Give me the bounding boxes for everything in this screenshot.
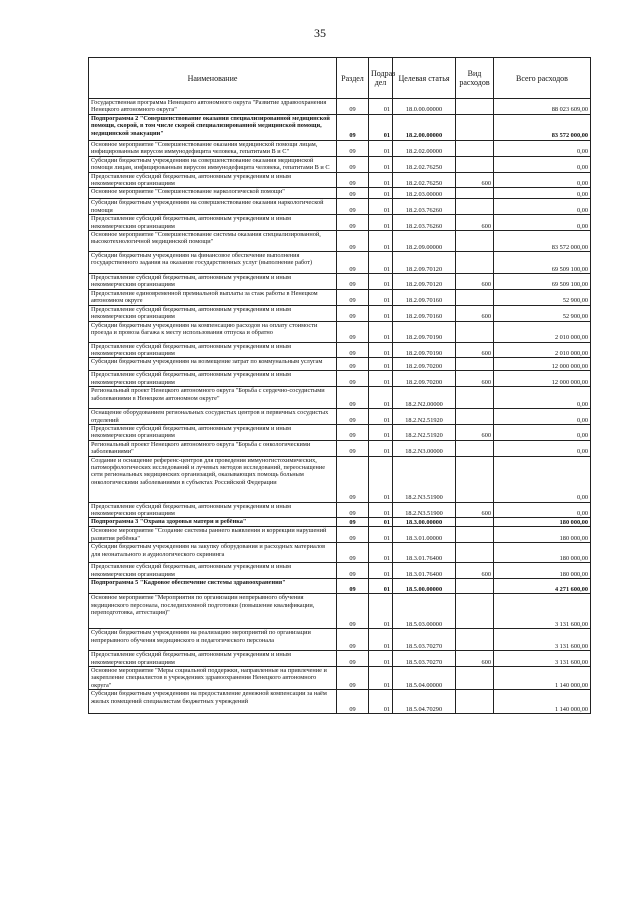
row-section: 09 (337, 188, 369, 199)
row-target: 18.2.N3.51900 (393, 502, 456, 518)
row-section: 09 (337, 321, 369, 342)
row-total: 3 131 600,00 (494, 629, 591, 651)
row-section: 09 (337, 274, 369, 290)
row-expense-type (456, 667, 494, 690)
row-expense-type (456, 456, 494, 502)
row-name: Предоставление субсидий бюджетным, автономным учреждениям и иным некоммерческим организациям (89, 424, 337, 440)
row-section: 09 (337, 199, 369, 215)
row-section: 09 (337, 651, 369, 667)
table-row (89, 342, 591, 358)
row-total: 180 000,00 (494, 518, 591, 527)
row-target: 18.2.03.76260 (393, 199, 456, 215)
row-subsection: 01 (369, 518, 393, 527)
row-section: 09 (337, 371, 369, 387)
row-name: Региональный проект Ненецкого автономного округа "Борьба с сердечно-сосудистыми заболеваниями в Ненецком автономном округе" (89, 387, 337, 409)
row-target: 18.0.00.00000 (393, 99, 456, 115)
row-total: 69 509 100,00 (494, 274, 591, 290)
table-row (89, 409, 591, 425)
row-target: 18.2.N2.51920 (393, 409, 456, 425)
row-subsection: 01 (369, 289, 393, 305)
row-total: 0,00 (494, 199, 591, 215)
row-subsection: 01 (369, 563, 393, 579)
table-row (89, 172, 591, 188)
row-subsection: 01 (369, 667, 393, 690)
row-expense-type: 600 (456, 274, 494, 290)
row-expense-type (456, 114, 494, 140)
row-total: 69 509 100,00 (494, 252, 591, 274)
row-total: 52 900,00 (494, 305, 591, 321)
row-name: Предоставление субсидий бюджетным, автономным учреждениям и иным некоммерческим организациям (89, 651, 337, 667)
row-total: 1 140 000,00 (494, 667, 591, 690)
row-total: 0,00 (494, 140, 591, 156)
row-name: Основное мероприятие "Мероприятия по организации непрерывного обучения медицинского персонала, последипломной подготовки (повышение квалификации, переподготовка, аттестация)" (89, 594, 337, 629)
row-total: 2 010 000,00 (494, 342, 591, 358)
row-target: 18.3.01.00000 (393, 527, 456, 543)
row-subsection: 01 (369, 172, 393, 188)
row-expense-type (456, 594, 494, 629)
row-subsection: 01 (369, 358, 393, 371)
row-section: 09 (337, 387, 369, 409)
row-target: 18.2.03.00000 (393, 188, 456, 199)
row-subsection: 01 (369, 409, 393, 425)
row-subsection: 01 (369, 215, 393, 231)
row-name: Предоставление субсидий бюджетным, автономным учреждениям и иным некоммерческим организациям (89, 502, 337, 518)
table-row (89, 502, 591, 518)
table-row (89, 321, 591, 342)
row-expense-type (456, 629, 494, 651)
row-name: Субсидии бюджетным учреждениям на совершенствование оказания медицинской помощи лицам, инфицированным вирусом иммунодефицита человека, гепатитами В и С (89, 156, 337, 172)
row-subsection: 01 (369, 231, 393, 252)
table-row (89, 667, 591, 690)
row-target: 18.2.00.00000 (393, 114, 456, 140)
table-row (89, 358, 591, 371)
row-name: Подпрограмма 2 "Совершенствование оказания специализированной медицинской помощи, скорой, в том числе скорой специализированной медицинской помощи, медицинской эвакуации" (89, 114, 337, 140)
header-section: Раздел (337, 58, 369, 99)
row-total: 180 000,00 (494, 527, 591, 543)
row-target: 18.2.02.76250 (393, 172, 456, 188)
row-section: 09 (337, 342, 369, 358)
row-section: 09 (337, 140, 369, 156)
row-subsection: 01 (369, 199, 393, 215)
row-total: 3 131 600,00 (494, 651, 591, 667)
row-subsection: 01 (369, 140, 393, 156)
row-expense-type: 600 (456, 342, 494, 358)
row-subsection: 01 (369, 371, 393, 387)
table-row (89, 456, 591, 502)
row-expense-type (456, 518, 494, 527)
table-row (89, 629, 591, 651)
table-row (89, 140, 591, 156)
table-row (89, 543, 591, 563)
row-name: Предоставление субсидий бюджетным, автономным учреждениям и иным некоммерческим организациям (89, 215, 337, 231)
row-subsection: 01 (369, 156, 393, 172)
header-target: Целевая статья (393, 58, 456, 99)
table-row (89, 594, 591, 629)
table-header-row (89, 58, 591, 99)
row-section: 09 (337, 231, 369, 252)
row-target: 18.2.02.00000 (393, 140, 456, 156)
row-subsection: 01 (369, 579, 393, 594)
row-subsection: 01 (369, 456, 393, 502)
row-name: Подпрограмма 5 "Кадровое обеспечение системы здравоохранения" (89, 579, 337, 594)
row-expense-type (456, 231, 494, 252)
row-name: Субсидии бюджетным учреждениям на предоставление денежной компенсации за наём жилых помещений специалистам бюджетных учреждений (89, 690, 337, 714)
row-target: 18.2.N2.00000 (393, 387, 456, 409)
row-name: Подпрограмма 3 "Охрана здоровья матери и ребёнка" (89, 518, 337, 527)
row-target: 18.2.09.70160 (393, 289, 456, 305)
row-total: 0,00 (494, 172, 591, 188)
row-name: Предоставление субсидий бюджетным, автономным учреждениям и иным некоммерческим организациям (89, 563, 337, 579)
row-section: 09 (337, 424, 369, 440)
row-expense-type (456, 140, 494, 156)
row-expense-type (456, 188, 494, 199)
row-section: 09 (337, 252, 369, 274)
row-target: 18.2.N2.51920 (393, 424, 456, 440)
row-target: 18.3.01.76400 (393, 543, 456, 563)
row-section: 09 (337, 456, 369, 502)
row-name: Основное мероприятие "Совершенствование оказания медицинской помощи лицам, инфицированным вирусом иммунодефицита человека, гепатитами В и С" (89, 140, 337, 156)
table-row (89, 518, 591, 527)
row-subsection: 01 (369, 188, 393, 199)
table-row (89, 99, 591, 115)
row-total: 0,00 (494, 424, 591, 440)
row-total: 83 572 000,00 (494, 231, 591, 252)
row-expense-type (456, 289, 494, 305)
row-expense-type: 600 (456, 305, 494, 321)
table-row (89, 199, 591, 215)
row-target: 18.5.00.00000 (393, 579, 456, 594)
table-row (89, 387, 591, 409)
row-target: 18.2.09.70160 (393, 305, 456, 321)
table-row (89, 156, 591, 172)
row-section: 09 (337, 305, 369, 321)
row-expense-type (456, 527, 494, 543)
table-row (89, 114, 591, 140)
row-name: Региональный проект Ненецкого автономного округа "Борьба с онкологическими заболеваниями" (89, 440, 337, 456)
row-target: 18.5.03.70270 (393, 651, 456, 667)
row-name: Предоставление субсидий бюджетным, автономным учреждениям и иным некоммерческим организациям (89, 371, 337, 387)
row-name: Государственная программа Ненецкого автономного округа "Развитие здравоохранения Ненецкого автономного округа" (89, 99, 337, 115)
row-name: Основное мероприятие "Меры социальной поддержки, направленные на привлечение и закрепление специалистов в учреждениях здравоохранения Ненецкого автономного округа" (89, 667, 337, 690)
row-expense-type (456, 409, 494, 425)
row-expense-type (456, 690, 494, 714)
row-section: 09 (337, 114, 369, 140)
row-section: 09 (337, 667, 369, 690)
row-target: 18.2.03.76260 (393, 215, 456, 231)
row-subsection: 01 (369, 594, 393, 629)
table-row (89, 424, 591, 440)
row-name: Основное мероприятие "Совершенствование наркологической помощи" (89, 188, 337, 199)
row-name: Оснащение оборудованием региональных сосудистых центров и первичных сосудистых отделений (89, 409, 337, 425)
row-total: 0,00 (494, 456, 591, 502)
table-row (89, 690, 591, 714)
row-name: Субсидии бюджетным учреждениям на возмещение затрат по коммунальным услугам (89, 358, 337, 371)
row-name: Предоставление субсидий бюджетным, автономным учреждениям и иным некоммерческим организациям (89, 172, 337, 188)
row-subsection: 01 (369, 543, 393, 563)
table-row (89, 252, 591, 274)
row-subsection: 01 (369, 502, 393, 518)
table-row (89, 371, 591, 387)
row-expense-type (456, 321, 494, 342)
row-name: Субсидии бюджетным учреждениям на закупку оборудования и расходных материалов для неонатального и аудиологического скрининга (89, 543, 337, 563)
row-subsection: 01 (369, 274, 393, 290)
row-section: 09 (337, 502, 369, 518)
row-target: 18.2.02.76250 (393, 156, 456, 172)
table-row (89, 188, 591, 199)
row-target: 18.2.09.70190 (393, 342, 456, 358)
row-name: Предоставление субсидий бюджетным, автономным учреждениям и иным некоммерческим организациям (89, 305, 337, 321)
row-target: 18.5.04.70290 (393, 690, 456, 714)
table-row (89, 215, 591, 231)
row-section: 09 (337, 172, 369, 188)
row-subsection: 01 (369, 629, 393, 651)
row-expense-type (456, 199, 494, 215)
row-target: 18.2.09.70120 (393, 274, 456, 290)
row-section: 09 (337, 518, 369, 527)
row-total: 180 000,00 (494, 563, 591, 579)
row-total: 52 900,00 (494, 289, 591, 305)
row-total: 2 010 000,00 (494, 321, 591, 342)
row-section: 09 (337, 99, 369, 115)
row-subsection: 01 (369, 440, 393, 456)
row-total: 1 140 000,00 (494, 690, 591, 714)
row-expense-type (456, 252, 494, 274)
row-section: 09 (337, 690, 369, 714)
row-total: 0,00 (494, 188, 591, 199)
row-expense-type (456, 99, 494, 115)
row-expense-type (456, 358, 494, 371)
header-expense-type: Вид расходов (456, 58, 494, 99)
row-name: Субсидии бюджетным учреждениям на совершенствование оказания наркологической помощи (89, 199, 337, 215)
row-section: 09 (337, 527, 369, 543)
table-row (89, 274, 591, 290)
row-expense-type: 600 (456, 424, 494, 440)
row-expense-type (456, 543, 494, 563)
row-target: 18.3.01.76400 (393, 563, 456, 579)
table-row (89, 440, 591, 456)
row-expense-type: 600 (456, 563, 494, 579)
row-name: Создание и оснащение референс-центров для проведения иммуногистохимических, патоморфологических исследований и лучевых методов исследований, переоснащение сети региональных медицинских организаций, оказывающих помощь больным онкологическими заболеваниями в субъектах Российской Федерации (89, 456, 337, 502)
row-subsection: 01 (369, 527, 393, 543)
header-name: Наименование (89, 58, 337, 99)
row-target: 18.2.09.70190 (393, 321, 456, 342)
row-target: 18.2.09.00000 (393, 231, 456, 252)
row-target: 18.2.09.70120 (393, 252, 456, 274)
row-total: 4 271 600,00 (494, 579, 591, 594)
row-total: 83 572 000,00 (494, 114, 591, 140)
row-name: Предоставление субсидий бюджетным, автономным учреждениям и иным некоммерческим организациям (89, 274, 337, 290)
row-section: 09 (337, 594, 369, 629)
table-row (89, 231, 591, 252)
row-expense-type (456, 579, 494, 594)
row-subsection: 01 (369, 305, 393, 321)
row-target: 18.2.09.70200 (393, 371, 456, 387)
row-expense-type: 600 (456, 215, 494, 231)
table-row (89, 305, 591, 321)
row-name: Основное мероприятие "Создание системы раннего выявления и коррекции нарушений развития ребёнка" (89, 527, 337, 543)
row-target: 18.5.03.70270 (393, 629, 456, 651)
row-total: 0,00 (494, 409, 591, 425)
row-name: Субсидии бюджетным учреждениям на финансовое обеспечение выполнения государственного задания на оказание государственных услуг (выполнение работ) (89, 252, 337, 274)
row-subsection: 01 (369, 651, 393, 667)
row-expense-type: 600 (456, 172, 494, 188)
row-section: 09 (337, 215, 369, 231)
row-subsection: 01 (369, 114, 393, 140)
row-subsection: 01 (369, 342, 393, 358)
row-total: 0,00 (494, 215, 591, 231)
row-subsection: 01 (369, 321, 393, 342)
row-total: 88 023 609,00 (494, 99, 591, 115)
row-total: 12 000 000,00 (494, 358, 591, 371)
table-row (89, 651, 591, 667)
row-section: 09 (337, 289, 369, 305)
table-body (89, 99, 591, 714)
table-row (89, 563, 591, 579)
row-expense-type (456, 156, 494, 172)
row-target: 18.2.N3.00000 (393, 440, 456, 456)
row-total: 12 000 000,00 (494, 371, 591, 387)
row-expense-type (456, 387, 494, 409)
row-section: 09 (337, 358, 369, 371)
row-expense-type: 600 (456, 502, 494, 518)
row-subsection: 01 (369, 690, 393, 714)
row-name: Предоставление единовременной премиальной выплаты за стаж работы в Ненецком автономном округе (89, 289, 337, 305)
row-target: 18.5.03.00000 (393, 594, 456, 629)
row-name: Предоставление субсидий бюджетным, автономным учреждениям и иным некоммерческим организациям (89, 342, 337, 358)
row-name: Основное мероприятие "Совершенствование системы оказания специализированной, высокотехнологичной медицинской помощи" (89, 231, 337, 252)
row-target: 18.2.N3.51900 (393, 456, 456, 502)
row-target: 18.3.00.00000 (393, 518, 456, 527)
row-total: 180 000,00 (494, 543, 591, 563)
header-total: Всего расходов (494, 58, 591, 99)
row-section: 09 (337, 440, 369, 456)
row-total: 0,00 (494, 502, 591, 518)
header-subsection: Подраз дел (369, 58, 393, 99)
row-target: 18.2.09.70200 (393, 358, 456, 371)
row-subsection: 01 (369, 424, 393, 440)
row-section: 09 (337, 629, 369, 651)
row-section: 09 (337, 156, 369, 172)
row-target: 18.5.04.00000 (393, 667, 456, 690)
row-expense-type: 600 (456, 371, 494, 387)
row-subsection: 01 (369, 99, 393, 115)
row-subsection: 01 (369, 252, 393, 274)
row-section: 09 (337, 543, 369, 563)
row-section: 09 (337, 579, 369, 594)
table-row (89, 579, 591, 594)
row-section: 09 (337, 563, 369, 579)
row-expense-type: 600 (456, 651, 494, 667)
row-total: 0,00 (494, 387, 591, 409)
row-total: 0,00 (494, 440, 591, 456)
row-total: 0,00 (494, 156, 591, 172)
row-total: 3 131 600,00 (494, 594, 591, 629)
table-row (89, 527, 591, 543)
row-name: Субсидии бюджетным учреждениям на реализацию мероприятий по организации непрерывного обучения медицинского и педагогического персонала (89, 629, 337, 651)
row-name: Субсидии бюджетным учреждениям на компенсацию расходов на оплату стоимости проезда и провоза багажа к месту использования отпуска и обратно (89, 321, 337, 342)
row-section: 09 (337, 409, 369, 425)
row-expense-type (456, 440, 494, 456)
page-number: 35 (314, 26, 326, 40)
row-subsection: 01 (369, 387, 393, 409)
table-row (89, 289, 591, 305)
budget-table (88, 57, 591, 714)
